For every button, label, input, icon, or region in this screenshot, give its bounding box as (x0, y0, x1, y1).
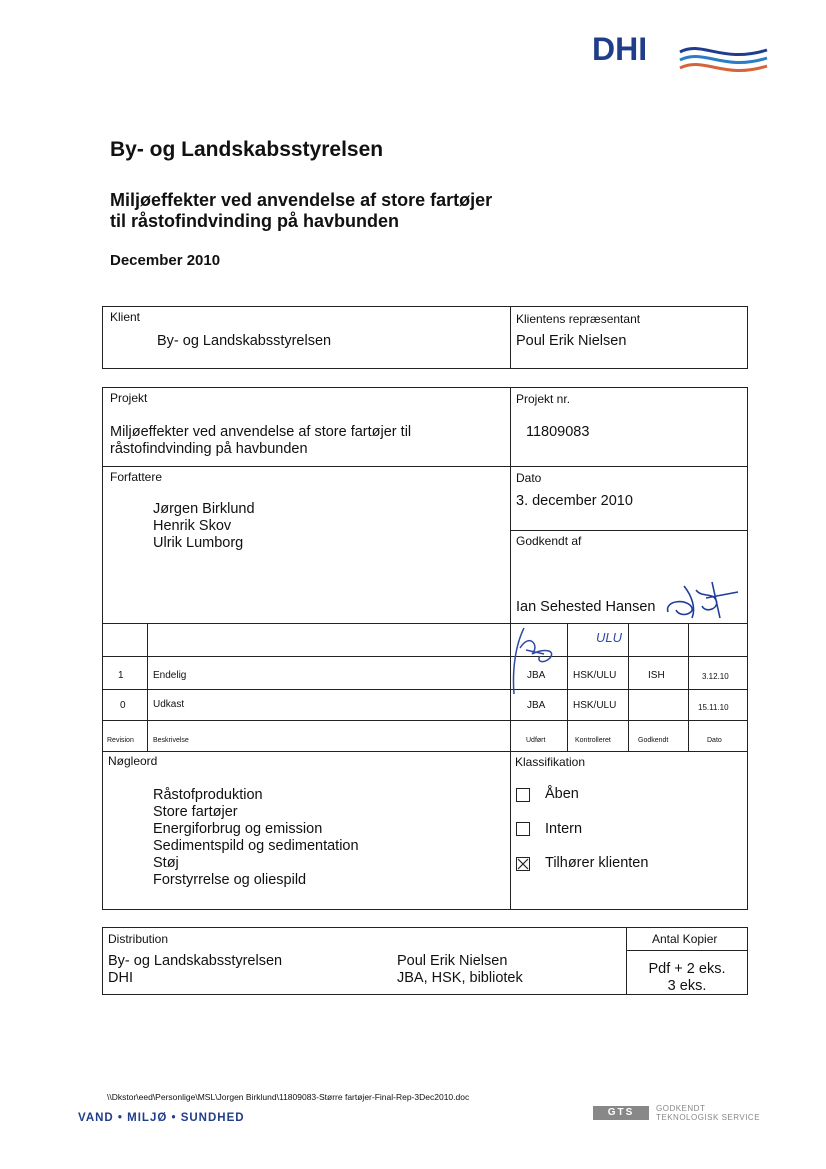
report-title-line-1: Miljøeffekter ved anvendelse af store fartøjer (110, 190, 493, 210)
classification-client-label: Tilhører klienten (545, 855, 649, 871)
date-value: 3. december 2010 (516, 493, 633, 509)
rev-checked: HSK/ULU (573, 700, 617, 711)
rev-date: 3.12.10 (702, 672, 729, 681)
distribution-right (397, 953, 523, 987)
distribution-item: Poul Erik Nielsen (397, 953, 508, 969)
copies-item: 3 eks. (667, 978, 707, 994)
keywords-label: Nøgleord (108, 754, 158, 768)
rev-number: 0 (120, 700, 126, 711)
rev-by: JBA (527, 700, 546, 711)
org-title: By- og Landskabsstyrelsen (110, 138, 384, 161)
keyword-item: Store fartøjer (153, 804, 238, 820)
author-name: Henrik Skov (153, 518, 232, 534)
file-path: \\Dkstor\eed\Personlige\MSL\Jorgen Birklund\11809083-Større fartøjer-Final-Rep-3Dec2010.doc (107, 1092, 470, 1102)
rev-desc: Udkast (153, 699, 185, 710)
copies-label: Antal Kopier (652, 932, 718, 946)
logo-text: DHI (592, 31, 648, 67)
rev-date: 15.11.10 (698, 703, 729, 712)
rev-header: Godkendt (638, 737, 669, 744)
client-rep-value: Poul Erik Nielsen (516, 333, 627, 349)
client-label: Klient (110, 310, 141, 324)
approved-label: Godkendt af (516, 534, 582, 548)
rev-approved: ISH (648, 670, 665, 681)
rev-by: JBA (527, 670, 546, 681)
project-label: Projekt (110, 391, 148, 405)
classification-checkbox-client[interactable] (516, 857, 530, 871)
tagline: VAND • MILJØ • SUNDHED (78, 1112, 245, 1124)
project-nr-label: Projekt nr. (516, 392, 571, 406)
client-value: By- og Landskabsstyrelsen (157, 333, 332, 349)
keyword-item: Støj (153, 855, 179, 871)
signature-jba (510, 624, 566, 701)
approved-value: Ian Sehested Hansen (516, 599, 656, 615)
project-value-line-1: Miljøeffekter ved anvendelse af store fartøjer til (110, 424, 412, 440)
distribution-label: Distribution (108, 932, 169, 946)
rev-header: Udført (526, 737, 546, 744)
classification-checkbox-open[interactable] (516, 788, 530, 802)
checkmark-x-icon (517, 858, 529, 870)
copies-values (632, 961, 742, 995)
gts-logo: GTS (593, 1106, 649, 1120)
keyword-item: Råstofproduktion (153, 787, 263, 803)
authors-label: Forfattere (110, 470, 163, 484)
distribution-item: DHI (108, 970, 133, 986)
rev-checked: HSK/ULU (573, 670, 617, 681)
author-name: Ulrik Lumborg (153, 535, 244, 551)
classification-internal-label: Intern (545, 821, 583, 837)
date-heading: December 2010 (110, 252, 221, 269)
authors-list (153, 501, 255, 552)
project-value (110, 424, 411, 458)
rev-header: Revision (107, 737, 134, 744)
gts-text-line: TEKNOLOGISK SERVICE (656, 1113, 761, 1122)
rev-header: Kontrolleret (575, 737, 611, 744)
author-name: Jørgen Birklund (153, 501, 255, 517)
keyword-item: Forstyrrelse og oliespild (153, 872, 307, 888)
rev-desc: Endelig (153, 670, 187, 681)
signature-ish (662, 578, 742, 627)
client-rep-label: Klientens repræsentant (516, 312, 641, 326)
rev-header: Dato (707, 737, 722, 744)
keyword-item: Energiforbrug og emission (153, 821, 323, 837)
dhi-logo (592, 30, 772, 82)
distribution-left (108, 953, 282, 987)
keyword-item: Sedimentspild og sedimentation (153, 838, 359, 854)
date-label: Dato (516, 471, 542, 485)
classification-open-label: Åben (545, 786, 579, 802)
project-value-line-2: råstofindvinding på havbunden (110, 441, 308, 457)
gts-text-line: GODKENDT (656, 1104, 706, 1113)
gts-text (656, 1104, 760, 1122)
classification-checkbox-internal[interactable] (516, 822, 530, 836)
distribution-item: JBA, HSK, bibliotek (397, 970, 523, 986)
rev-header: Beskrivelse (153, 737, 189, 744)
classification-label: Klassifikation (515, 755, 586, 769)
signature-ulu: ULU (596, 630, 623, 645)
report-title (110, 190, 492, 232)
keywords-list (153, 787, 359, 889)
project-nr-value: 11809083 (526, 424, 590, 440)
copies-item: Pdf + 2 eks. (648, 961, 726, 977)
distribution-item: By- og Landskabsstyrelsen (108, 953, 283, 969)
rev-number: 1 (118, 670, 124, 681)
report-title-line-2: til råstofindvinding på havbunden (110, 211, 400, 231)
